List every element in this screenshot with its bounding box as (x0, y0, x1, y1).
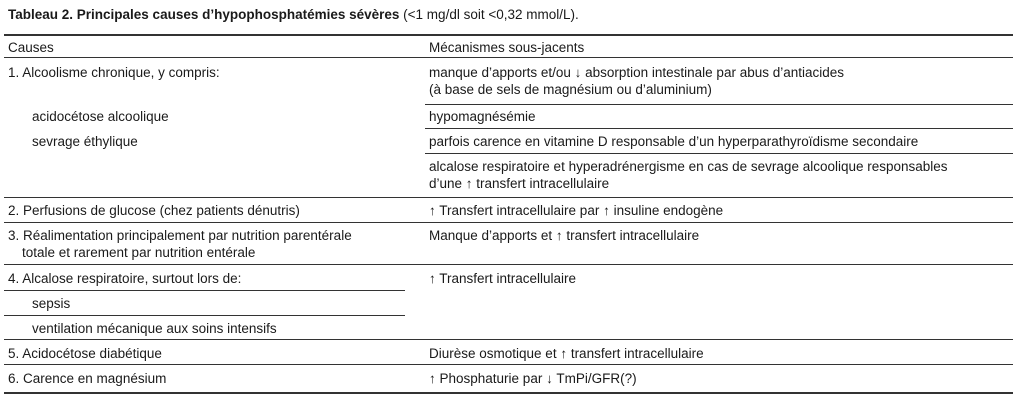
top-rule (4, 34, 1013, 36)
bottom-rule (4, 392, 1013, 394)
cause-alcoholism: 1. Alcoolisme chronique, y compris: (8, 65, 220, 80)
sub-divider (4, 315, 405, 316)
sub-divider (425, 153, 1013, 154)
header-rule (4, 57, 1013, 58)
table-title (8, 7, 579, 22)
sub-divider (4, 290, 405, 291)
cause-mechanical-ventilation: ventilation mécanique aux soins intensifs (32, 321, 277, 336)
row-divider (4, 264, 1013, 265)
mech-hypomagnesemia: hypomagnésémie (429, 109, 536, 124)
table-title-bold: Tableau 2. Principales causes d’hypophosphatémies sévères (8, 7, 400, 22)
cause-sepsis: sepsis (32, 296, 71, 311)
cause-refeeding-line2: totale et rarement par nutrition entérale (22, 245, 256, 260)
mech-respiratory-alkalosis: ↑ Transfert intracellulaire (429, 271, 577, 286)
mech-respiratory-alkalosis-line1: alcalose respiratoire et hyperadrénergisme en cas de sevrage alcoolique responsables (429, 159, 948, 174)
mech-refeeding: Manque d’apports et ↑ transfert intracellulaire (429, 228, 700, 243)
mech-respiratory-alkalosis-line2: d’une ↑ transfert intracellulaire (429, 176, 610, 191)
cause-diabetic-ketoacidosis: 5. Acidocétose diabétique (8, 346, 162, 361)
mech-alcoholism-line2: (à base de sels de magnésium ou d’aluminium) (429, 82, 712, 97)
cause-magnesium-deficiency: 6. Carence en magnésium (8, 371, 167, 386)
cause-refeeding-line1: 3. Réalimentation principalement par nutrition parentérale (8, 228, 352, 243)
row-divider (4, 339, 1013, 340)
cause-respiratory-alkalosis: 4. Alcalose respiratoire, surtout lors de: (8, 271, 242, 286)
row-divider (4, 364, 1013, 365)
header-mechanisms: Mécanismes sous-jacents (429, 40, 585, 55)
cause-glucose-infusion: 2. Perfusions de glucose (chez patients dénutris) (8, 203, 300, 218)
sub-divider (425, 104, 1013, 105)
mech-diabetic-ketoacidosis: Diurèse osmotique et ↑ transfert intracellulaire (429, 346, 704, 361)
mech-glucose-infusion: ↑ Transfert intracellulaire par ↑ insuline endogène (429, 203, 724, 218)
mech-magnesium-deficiency: ↑ Phosphaturie par ↓ TmPi/GFR(?) (429, 371, 637, 386)
cause-alcohol-withdrawal: sevrage éthylique (32, 134, 138, 149)
sub-divider (425, 128, 1013, 129)
mech-alcoholism-line1: manque d’apports et/ou ↓ absorption intestinale par abus d’antiacides (429, 65, 845, 80)
table-title-rest: (<1 mg/dl soit <0,32 mmol/L). (399, 7, 579, 22)
cause-alcoholic-ketoacidosis: acidocétose alcoolique (32, 109, 169, 124)
header-causes: Causes (8, 40, 54, 55)
row-divider (4, 222, 1013, 223)
row-divider (4, 197, 1013, 198)
mech-vitamin-d: parfois carence en vitamine D responsable d’un hyperparathyroïdisme secondaire (429, 134, 919, 149)
